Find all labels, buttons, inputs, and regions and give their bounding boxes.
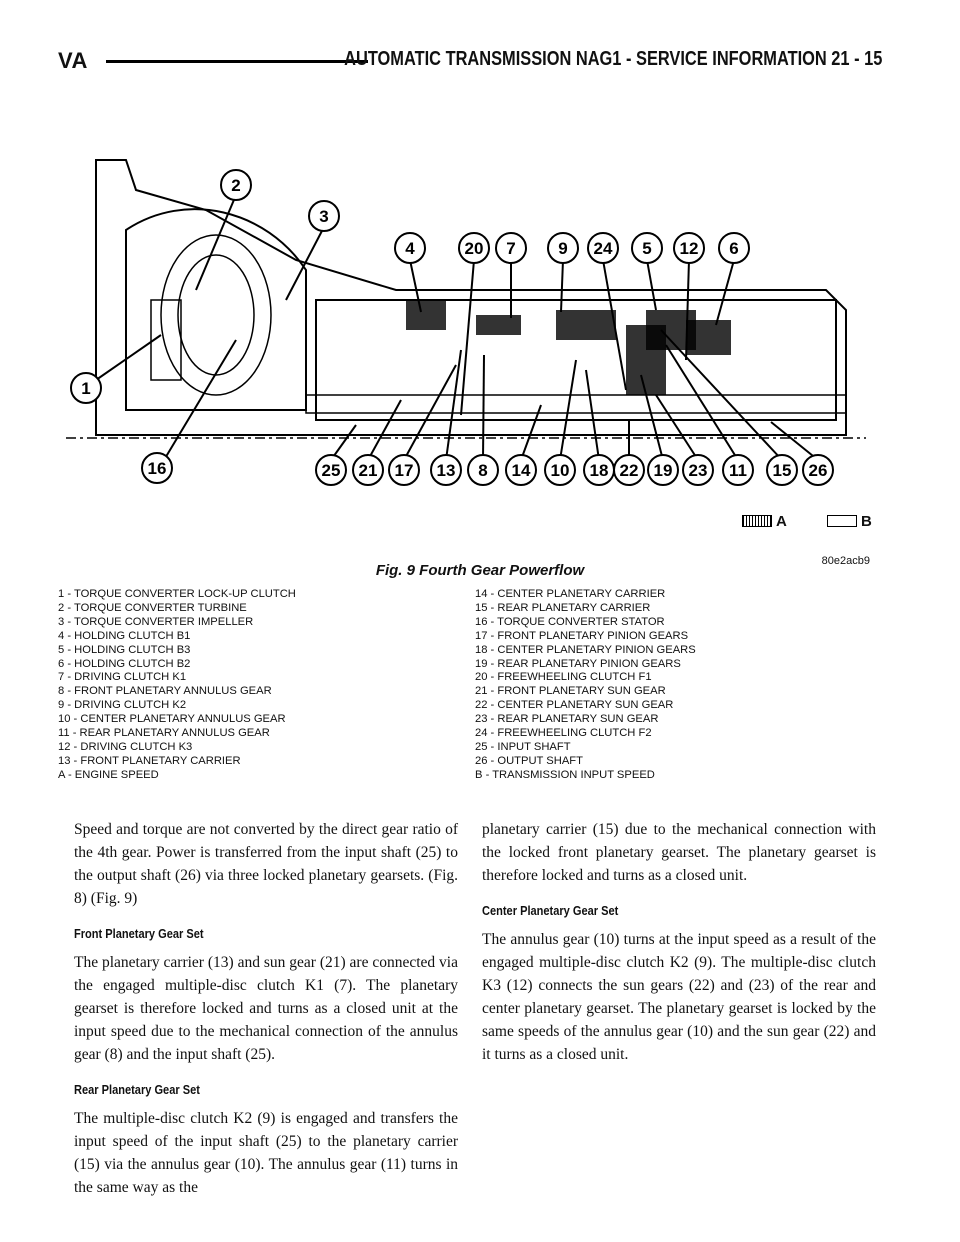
section-heading-rear: Rear Planetary Gear Set [74, 1082, 200, 1097]
callout-label: 20 [464, 239, 484, 258]
part-item: 15 - REAR PLANETARY CARRIER [475, 601, 651, 614]
callout-label: 26 [808, 461, 828, 480]
part-item: 18 - CENTER PLANETARY PINION GEARS [475, 643, 696, 656]
header-rule [106, 60, 368, 63]
legend-label-b: B [861, 512, 872, 530]
callout-label: 12 [679, 239, 699, 258]
part-item: 6 - HOLDING CLUTCH B2 [58, 657, 191, 670]
section-heading-center: Center Planetary Gear Set [482, 903, 619, 918]
header-title: AUTOMATIC TRANSMISSION NAG1 - SERVICE INFORMATION 21 - 15 [343, 48, 882, 70]
callout-label: 21 [358, 461, 378, 480]
figure-title: Fig. 9 Fourth Gear Powerflow [375, 562, 585, 579]
parts-column-left [58, 588, 296, 783]
part-item: 8 - FRONT PLANETARY ANNULUS GEAR [58, 685, 272, 698]
figure-code: 80e2acb9 [821, 555, 870, 567]
part-item: 20 - FREEWHEELING CLUTCH F1 [475, 671, 652, 684]
callout-label: 24 [593, 239, 613, 258]
center-paragraph: The annulus gear (10) turns at the input speed as a result of the engaged multiple-disc clutch K2 (9). The multiple-disc clutch K3 (12) connects the sun gears (22) and (23) of the rear and center planetary gearset. The planetary gearset is locked by the same speeds of the annulus gear (10) and the sun gear (22) and it turns as a closed unit. [482, 931, 876, 1063]
callout-label: 22 [619, 461, 639, 480]
part-item: 4 - HOLDING CLUTCH B1 [58, 629, 191, 642]
part-item: 14 - CENTER PLANETARY CARRIER [475, 588, 666, 600]
callout-label: 7 [506, 239, 516, 258]
callout-label: 25 [321, 461, 341, 480]
callout-label: 19 [653, 461, 673, 480]
parts-column-right [475, 588, 696, 783]
callout-label: 14 [511, 461, 531, 480]
part-item: B - TRANSMISSION INPUT SPEED [475, 768, 655, 781]
intro-paragraph: Speed and torque are not converted by the direct gear ratio of the 4th gear. Power is transferred from the input shaft (25) to the output shaft (26) via three locked planetary gearsets. (Fig. 8) (Fig. 9) [74, 821, 458, 907]
part-item: 23 - REAR PLANETARY SUN GEAR [475, 713, 659, 726]
callout-label: 2 [231, 176, 241, 195]
legend-label-a: A [776, 512, 787, 530]
callout-label: 6 [729, 239, 739, 258]
callout-label: 18 [589, 461, 609, 480]
callout-label: 23 [688, 461, 708, 480]
part-item: 7 - DRIVING CLUTCH K1 [58, 671, 187, 684]
part-item: 16 - TORQUE CONVERTER STATOR [475, 615, 665, 628]
front-paragraph: The planetary carrier (13) and sun gear (21) are connected via the engaged multiple-disc clutch K1 (7). The planetary gearset is therefore locked and turns as a closed unit at the input speed due to the mechanical connection of the annulus gear (8) and the input shaft (25). [74, 954, 458, 1063]
transmission-diagram [66, 150, 878, 550]
legend-swatch-b [827, 515, 857, 527]
callout-label: 17 [394, 461, 414, 480]
part-item: 1 - TORQUE CONVERTER LOCK-UP CLUTCH [58, 588, 296, 600]
callout-label: 5 [642, 239, 652, 258]
speed-legend [742, 512, 908, 530]
part-item: 3 - TORQUE CONVERTER IMPELLER [58, 615, 254, 628]
callout-label: 4 [405, 239, 415, 258]
callout-label: 16 [147, 459, 167, 478]
rear-paragraph: The multiple-disc clutch K2 (9) is engaged and transfers the input speed of the input shaft (25) to the planetary carrier (15) via the annulus gear (10). The annulus gear (11) turns in the same way as the [74, 1110, 458, 1196]
part-item: 13 - FRONT PLANETARY CARRIER [58, 754, 241, 767]
rear-paragraph-continued: planetary carrier (15) due to the mechanical connection with the locked front planetary gearset. The planetary gearset is therefore locked and turns as a closed unit. [482, 821, 876, 884]
part-item: 21 - FRONT PLANETARY SUN GEAR [475, 685, 666, 698]
part-item: 2 - TORQUE CONVERTER TURBINE [58, 601, 247, 614]
part-item: 24 - FREEWHEELING CLUTCH F2 [475, 727, 652, 740]
callout-label: 8 [478, 461, 488, 480]
page-header [58, 40, 882, 80]
callout-label: 10 [550, 461, 570, 480]
part-item: 22 - CENTER PLANETARY SUN GEAR [475, 699, 674, 712]
section-heading-front: Front Planetary Gear Set [74, 926, 204, 941]
part-item: 11 - REAR PLANETARY ANNULUS GEAR [58, 727, 270, 740]
part-item: 19 - REAR PLANETARY PINION GEARS [475, 657, 681, 670]
part-item: 10 - CENTER PLANETARY ANNULUS GEAR [58, 713, 286, 726]
header-section-code: VA [58, 48, 88, 73]
part-item: 9 - DRIVING CLUTCH K2 [58, 699, 187, 712]
part-item: 12 - DRIVING CLUTCH K3 [58, 740, 193, 753]
part-item: 5 - HOLDING CLUTCH B3 [58, 643, 191, 656]
callout-label: 3 [319, 207, 329, 226]
part-item: 17 - FRONT PLANETARY PINION GEARS [475, 629, 689, 642]
callout-label: 1 [81, 379, 91, 398]
part-item: 26 - OUTPUT SHAFT [475, 754, 583, 767]
body-column-right [482, 818, 876, 1066]
callout-label: 15 [772, 461, 792, 480]
part-item: 25 - INPUT SHAFT [475, 740, 571, 753]
callout-label: 11 [729, 461, 747, 480]
legend-swatch-a [742, 515, 772, 527]
body-column-left [74, 818, 458, 1199]
callout-label: 13 [436, 461, 456, 480]
callout-label: 9 [558, 239, 568, 258]
part-item: A - ENGINE SPEED [58, 768, 159, 781]
